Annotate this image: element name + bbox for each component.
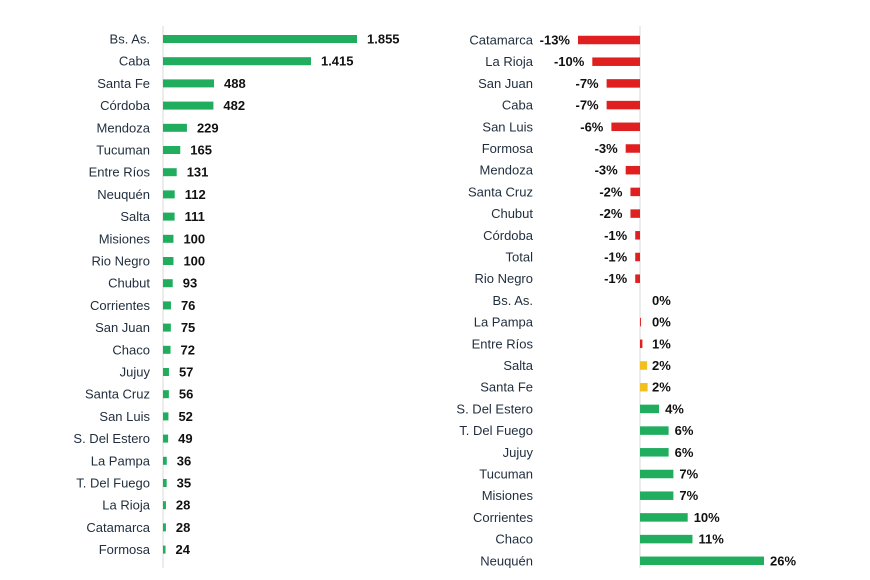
bar	[163, 168, 177, 176]
value-label: 165	[190, 142, 212, 158]
category-label: Entre Ríos	[88, 164, 150, 180]
category-label: Tucuman	[479, 466, 533, 482]
category-label: Chubut	[108, 275, 150, 291]
bar	[163, 235, 173, 243]
bar	[163, 523, 166, 531]
right-bar-chart	[456, 26, 796, 568]
bar	[607, 101, 640, 110]
category-label: T. Del Fuego	[459, 423, 533, 439]
category-label: Catamarca	[86, 519, 150, 535]
category-label: Santa Cruz	[84, 386, 150, 402]
bar	[163, 412, 168, 420]
bar	[163, 190, 175, 198]
category-label: Jujuy	[502, 444, 533, 460]
value-label: 0%	[652, 292, 671, 308]
bar	[640, 426, 669, 435]
category-label: Misiones	[98, 231, 150, 247]
category-label: La Rioja	[102, 497, 150, 513]
value-label: -7%	[575, 75, 599, 91]
category-label: Rio Negro	[91, 253, 150, 269]
value-label: 28	[175, 519, 191, 535]
category-label: Bs. As.	[109, 31, 150, 47]
category-label: Caba	[118, 53, 150, 69]
value-label: 131	[186, 164, 209, 180]
value-label: 112	[184, 186, 206, 202]
category-label: Chaco	[112, 342, 150, 358]
value-label: 2%	[652, 358, 671, 373]
bar	[626, 166, 640, 175]
category-label: Neuquén	[97, 186, 150, 202]
value-label: 229	[196, 120, 219, 136]
category-label: Mendoza	[96, 120, 150, 136]
category-label: Total	[505, 249, 533, 265]
bar	[163, 479, 167, 487]
category-label: Bs. As.	[492, 292, 533, 308]
bar	[163, 301, 171, 309]
value-label: 482	[223, 98, 246, 114]
value-label: -2%	[599, 184, 623, 200]
bar	[640, 405, 659, 414]
category-label: La Rioja	[485, 54, 533, 70]
value-label: 57	[178, 364, 194, 380]
bar	[163, 457, 167, 465]
category-label: Chubut	[491, 206, 533, 222]
category-label: Catamarca	[469, 32, 533, 48]
bar	[163, 546, 166, 554]
category-label: La Pampa	[473, 314, 533, 330]
category-label: Neuquén	[480, 553, 533, 569]
value-label: -3%	[594, 141, 618, 156]
value-label: -6%	[580, 119, 604, 135]
value-label: -13%	[539, 32, 570, 48]
value-label: 4%	[665, 401, 684, 417]
bar	[163, 57, 311, 65]
bar	[163, 390, 169, 398]
value-label: 7%	[679, 466, 699, 482]
bar	[163, 501, 166, 509]
bar	[640, 318, 641, 327]
bar	[163, 124, 187, 132]
bar	[163, 213, 175, 221]
bar	[635, 253, 640, 262]
category-label: Córdoba	[100, 98, 150, 114]
bar	[640, 361, 647, 370]
value-label: 488	[224, 75, 246, 91]
bar	[630, 209, 640, 218]
category-label: S. Del Estero	[73, 431, 150, 447]
category-label: Santa Cruz	[467, 184, 533, 200]
value-label: 2%	[652, 379, 671, 395]
category-label: San Luis	[99, 408, 150, 424]
left-bar-chart	[73, 26, 399, 568]
bar	[163, 435, 168, 443]
bar	[640, 557, 764, 566]
bar	[163, 257, 173, 265]
bar	[163, 324, 171, 332]
value-label: 28	[175, 497, 191, 513]
value-label: 10%	[693, 509, 720, 525]
value-label: 75	[180, 320, 196, 336]
category-label: Santa Fe	[97, 75, 150, 91]
value-label: 24	[175, 542, 190, 558]
value-label: 76	[180, 297, 196, 313]
value-label: -10%	[553, 54, 585, 70]
bar	[611, 123, 640, 132]
value-label: -1%	[604, 271, 628, 287]
bar	[640, 535, 692, 544]
value-label: 93	[182, 275, 198, 291]
bar	[163, 279, 173, 287]
bar	[630, 188, 640, 197]
value-label: 49	[178, 431, 193, 447]
bar	[163, 368, 169, 376]
category-label: S. Del Estero	[456, 401, 533, 417]
value-label: 0%	[652, 314, 671, 330]
bar	[640, 491, 673, 500]
bar	[626, 144, 640, 153]
value-label: -2%	[599, 206, 623, 222]
bar	[640, 448, 669, 457]
category-label: T. Del Fuego	[76, 475, 150, 491]
value-label: -7%	[575, 97, 599, 113]
category-label: Tucuman	[96, 142, 150, 158]
bar	[592, 57, 640, 65]
value-label: 52	[178, 408, 193, 424]
bar	[163, 146, 180, 154]
value-label: 111	[184, 209, 205, 225]
value-label: 56	[178, 386, 194, 402]
category-label: Córdoba	[483, 227, 533, 243]
category-label: Misiones	[481, 488, 533, 504]
category-label: Formosa	[481, 141, 533, 156]
bar	[163, 79, 214, 87]
value-label: 7%	[679, 488, 699, 504]
category-label: Caba	[501, 97, 533, 113]
category-label: Mendoza	[479, 162, 533, 178]
category-label: Formosa	[98, 542, 150, 558]
value-label: 1.415	[320, 53, 354, 69]
bar	[635, 231, 640, 240]
category-label: Chaco	[495, 531, 533, 547]
category-label: Jujuy	[119, 364, 150, 380]
bar	[635, 274, 640, 283]
category-label: Salta	[503, 358, 533, 373]
category-label: La Pampa	[90, 453, 150, 469]
category-label: Rio Negro	[474, 271, 533, 287]
bar	[578, 36, 640, 45]
category-label: Entre Ríos	[471, 336, 533, 352]
category-label: San Luis	[482, 119, 533, 135]
value-label: 1%	[652, 336, 671, 352]
category-label: San Juan	[95, 320, 150, 336]
value-label: 26%	[770, 553, 797, 569]
value-label: 36	[176, 453, 192, 469]
bar	[163, 35, 357, 43]
value-label: 6%	[674, 423, 694, 439]
category-label: Corrientes	[473, 509, 533, 525]
bar	[163, 102, 213, 110]
value-label: -1%	[604, 227, 628, 243]
value-label: 100	[183, 231, 206, 247]
value-label: 11%	[698, 531, 724, 547]
category-label: Salta	[120, 209, 150, 225]
value-label: 100	[183, 253, 206, 269]
bar	[640, 340, 642, 349]
bar	[640, 383, 648, 392]
value-label: 35	[176, 475, 192, 491]
bar	[607, 79, 640, 88]
category-label: Corrientes	[90, 297, 150, 313]
value-label: 6%	[674, 444, 694, 460]
value-label: 1.855	[367, 31, 400, 47]
category-label: San Juan	[478, 75, 533, 91]
category-label: Santa Fe	[480, 379, 533, 395]
value-label: -3%	[594, 162, 618, 178]
value-label: 72	[180, 342, 195, 358]
bar	[163, 346, 171, 354]
bar	[640, 513, 688, 522]
bar	[640, 470, 673, 479]
value-label: -1%	[604, 249, 628, 265]
